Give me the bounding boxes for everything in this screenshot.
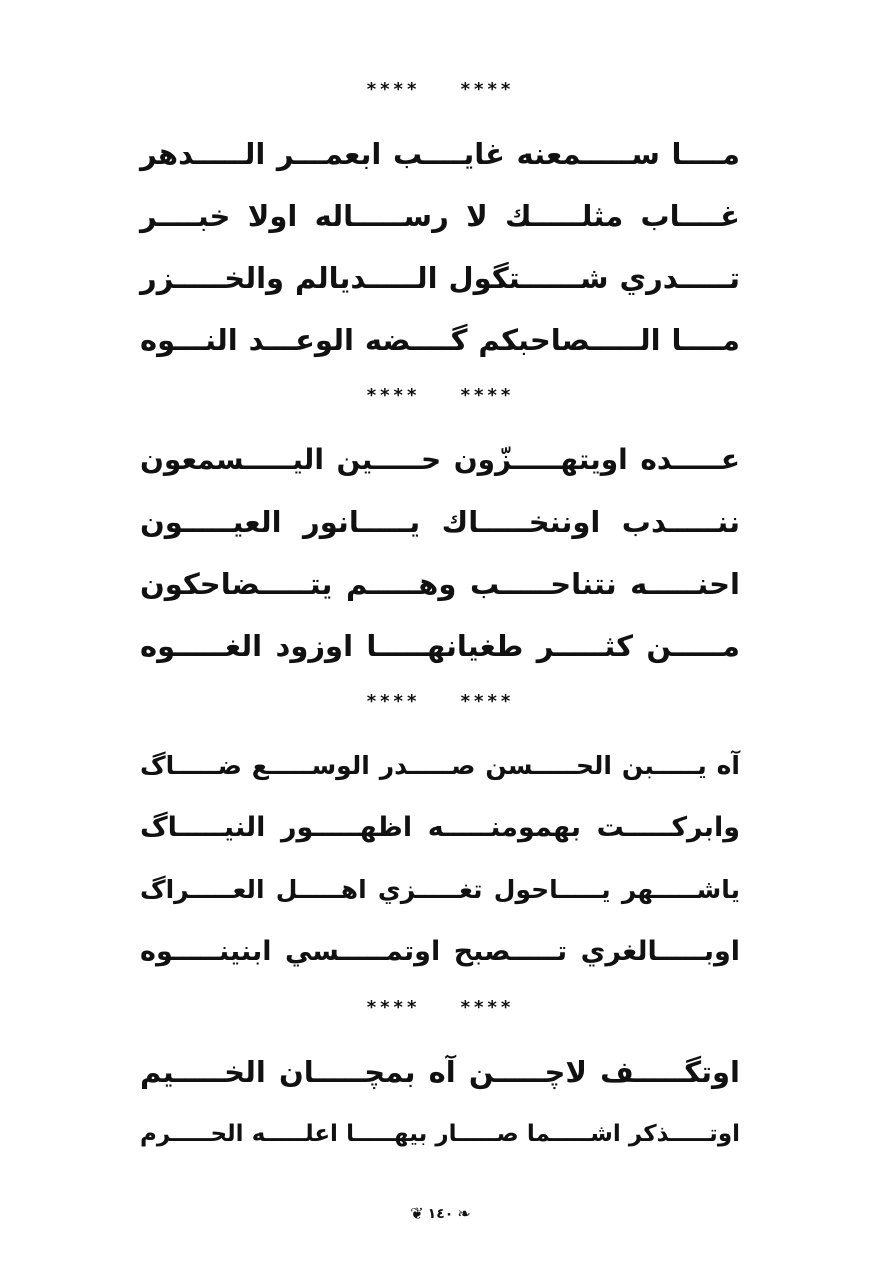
separator-1: **** ****	[366, 79, 515, 100]
verse-line-6: ننـــــدب اوننخـــــاك يـــــانور العيـــــون	[140, 505, 740, 539]
verse-line-2: غــــاب مثلـــــك لا رســـــاله اولا خبــــر	[140, 199, 740, 233]
verse-line-7: احنـــــه نتناحـــــب وهـــــم يتـــــضاحكون	[140, 567, 740, 601]
verse-line-5: عـــــده اويتهـــــزّون حـــــين اليـــــسمعون	[140, 443, 740, 476]
ornament-right-icon: ❧	[457, 1204, 471, 1223]
verse-line-4: مــــا الـــــصاحبكم گــــضه الوعـــد النـــوه	[140, 323, 740, 357]
verse-line-9: آه يـــــبن الحـــــسن صـــــدر الوســـــع ضـــــاگ	[140, 751, 740, 780]
verse-line-13: اوتگـــــف لاچـــــن آه بمچـــــان الخـــــيم	[140, 1055, 740, 1089]
page-number	[0, 1202, 881, 1226]
separator-4: **** ****	[366, 997, 515, 1018]
verse-line-10: وابركـــــت بهمومنـــــه اظهـــــور النيـــــاگ	[140, 812, 740, 843]
verse-line-8: مـــــن كثـــــر طغيانهـــــا اوزود الغـــــوه	[140, 629, 740, 663]
verse-line-1: مــــا ســـــمعنه غايــــب ابعمـــر الـــــدهر	[140, 137, 740, 171]
verse-line-11: ياشـــــهر يـــــاحول تغـــــزي اهـــــل العـــــراگ	[140, 875, 740, 904]
verse-line-14: اوتـــــذكر اشـــــما صـــــار بيهـــــا اعلـــــه الحـــــرم	[140, 1121, 740, 1147]
page-number-text: ١٤٠	[427, 1206, 454, 1222]
separator-2: **** ****	[366, 385, 515, 406]
verse-line-12: اوبـــــالغري تـــــصبح اوتمـــــسي ابنينـــــوه	[140, 936, 740, 967]
separator-3: **** ****	[366, 691, 515, 712]
ornament-left-icon: ❦	[410, 1204, 424, 1223]
verse-line-3: تـــــدري شــــــتگول الـــــديالم والخـــــزر	[140, 261, 740, 295]
